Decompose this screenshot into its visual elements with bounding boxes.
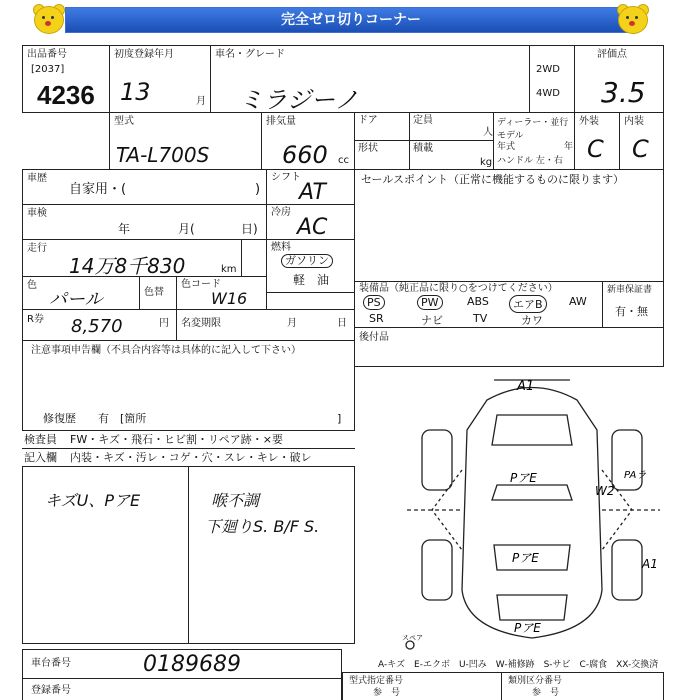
color-value: パール	[49, 289, 103, 310]
class-no-box	[501, 672, 664, 700]
equip-leather: カワ	[521, 314, 543, 327]
handle-label: ハンドル 左・右	[497, 156, 563, 166]
equip-sr: SR	[369, 312, 384, 325]
recycle-box	[22, 309, 177, 341]
name-change-month: 月	[287, 318, 297, 329]
equip-tv: TV	[473, 312, 488, 325]
drive-4wd: 4WD	[536, 88, 560, 99]
chassis-label: 車台番号	[31, 658, 71, 669]
model-value: TA-L700S	[116, 143, 210, 167]
banner	[0, 0, 700, 40]
drive-2wd: 2WD	[536, 64, 560, 75]
color-code-value: W16	[211, 289, 248, 308]
inspection-month: 月(	[178, 222, 195, 236]
reg-no-label: 登録番号	[31, 685, 71, 696]
chassis-value: 0189689	[143, 652, 241, 677]
aircon-label: 冷房	[271, 207, 291, 218]
door-label: ドア	[358, 115, 378, 126]
first-reg-label: 初度登録年月	[114, 49, 174, 60]
chassis-box	[22, 649, 342, 679]
fuel-box	[266, 239, 355, 293]
equip-ps: PS	[363, 295, 385, 310]
auction-sheet	[22, 45, 664, 700]
car-type-box	[22, 169, 267, 205]
remarks-right-line2: 下廻りS. B/F S.	[205, 517, 320, 536]
lot-sub: [2037]	[31, 64, 65, 75]
mileage-value: 14万8千830	[69, 254, 186, 278]
inspection-box	[22, 204, 267, 240]
remarks-right-line1: 喉不調	[211, 491, 260, 510]
load-box	[409, 140, 494, 170]
remarks-right	[188, 466, 355, 644]
reg-no-box	[22, 678, 342, 700]
lot-number: 4236	[37, 80, 95, 110]
capacity-label: 定員	[413, 115, 433, 126]
warranty-label: 新車保証書	[607, 285, 653, 295]
cc-value: 660	[282, 141, 328, 169]
class-no-sub: 参 号	[532, 688, 560, 698]
name-change-label: 名変期限	[181, 318, 221, 329]
name-change-day: 日	[337, 318, 347, 329]
inspection-year: 年	[118, 222, 131, 236]
diagram-spare: スペア	[402, 634, 423, 642]
diagram-pa: PAラ	[624, 470, 647, 481]
class-no-label: 類別区分番号	[508, 676, 563, 686]
cc-box	[261, 112, 355, 170]
fuel-alt: 軽 油	[293, 273, 330, 287]
notes-box	[22, 340, 355, 431]
mileage-box	[22, 239, 242, 277]
bear-mascot-right-icon	[612, 2, 652, 38]
model-label: 型式	[114, 116, 134, 127]
first-reg-month-label: 月	[196, 96, 206, 107]
kg-unit: kg	[480, 157, 493, 168]
mileage-unit: km	[221, 264, 237, 275]
aircon-value: AC	[297, 215, 328, 240]
year-unit: 年	[564, 142, 574, 152]
damage-legend: A-キズ E-エクボ U-凹み W-補修跡 S-サビ C-腐食 XX-交換済	[378, 660, 659, 670]
mileage-spacer	[241, 239, 267, 277]
equip-pw: PW	[417, 295, 443, 310]
aftermarket-label: 後付品	[359, 332, 389, 343]
car-type-label: 車歴	[27, 173, 47, 184]
model-box	[109, 112, 262, 170]
diagram-a1-top: A1	[517, 379, 535, 394]
year-label: 年式	[497, 142, 516, 152]
repair-history: 修復歴 有 [箇所	[43, 412, 147, 425]
cc-unit: cc	[338, 155, 349, 166]
color-label: 色	[27, 280, 37, 291]
first-reg-box	[109, 45, 211, 113]
equipment-label: 装備品（純正品に限り○をつけてください）	[359, 283, 558, 294]
car-type-close: )	[255, 182, 261, 197]
warranty-value: 有・無	[615, 305, 648, 318]
door-box	[354, 112, 410, 141]
sales-point-box	[354, 169, 664, 282]
exterior-box	[574, 112, 620, 170]
bear-mascot-left-icon	[28, 2, 68, 38]
equipment-box	[354, 281, 603, 328]
equip-navi: ナビ	[421, 314, 443, 327]
fuel-label: 燃料	[271, 242, 291, 253]
shift-label: シフト	[271, 172, 301, 183]
diagram-ppe-rear: PアE	[514, 621, 541, 635]
type-no-box	[342, 672, 502, 700]
inspector-label: 検査員	[24, 433, 57, 446]
diagram-ppe-mid: PアE	[512, 551, 539, 565]
capacity-box	[409, 112, 494, 141]
car-name-value: ミラジーノ	[239, 86, 359, 114]
remarks-left-text: キズU、PアE	[45, 491, 141, 510]
aftermarket-box	[354, 327, 664, 367]
recycle-value: 8,570	[71, 316, 123, 337]
notes-label: 注意事項申告欄（不具合内容等は具体的に記入して下さい）	[31, 345, 301, 356]
equip-aw: AW	[569, 295, 587, 308]
model-year-label: モデル	[497, 131, 524, 141]
person-unit: 人	[483, 127, 493, 138]
type-no-label: 型式指定番号	[349, 676, 404, 686]
inspection-day: 日)	[241, 222, 258, 236]
repair-close: ]	[337, 412, 342, 425]
aircon-box	[266, 204, 355, 240]
shift-box	[266, 169, 355, 205]
rating-label: 評価点	[597, 49, 627, 60]
fuel-value: ガソリン	[281, 254, 333, 268]
dealer-label: ディーラー・並行	[497, 118, 569, 128]
car-type-value: 自家用・(	[69, 182, 127, 197]
remarks-left	[22, 466, 189, 644]
name-change-box	[176, 309, 355, 341]
dealer-box	[493, 112, 575, 170]
cc-label: 排気量	[266, 116, 296, 127]
color-change-label: 色替	[144, 287, 164, 298]
interior-grade: C	[632, 135, 649, 163]
writer-label: 記入欄	[24, 451, 57, 464]
color-code-box	[176, 276, 267, 310]
warranty-box	[602, 281, 664, 328]
lot-box	[22, 45, 110, 113]
drive-box	[529, 45, 575, 113]
banner-title: 完全ゼロ切りコーナー	[65, 7, 637, 33]
recycle-label: R券	[27, 314, 44, 325]
car-name-label: 車名・グレード	[215, 49, 285, 60]
divider	[22, 448, 355, 449]
sales-point-label: セールスポイント（正常に機能するものに限ります）	[361, 173, 625, 186]
first-reg-year: 13	[120, 78, 151, 106]
rating-box	[574, 45, 664, 113]
equip-airbag: エアB	[509, 295, 547, 313]
color-code-label: 色コード	[181, 279, 221, 290]
writer-row: 内装・キズ・汚レ・コゲ・穴・スレ・キレ・破レ	[70, 451, 312, 464]
type-no-sub: 参 号	[373, 688, 401, 698]
equip-abs: ABS	[467, 295, 489, 308]
car-name-box	[210, 45, 530, 113]
inspection-label: 車検	[27, 208, 47, 219]
shift-value: AT	[299, 180, 326, 205]
inspector-row: FW・キズ・飛石・ヒビ割・リペア跡・×要	[70, 433, 283, 446]
interior-box	[619, 112, 664, 170]
shape-label: 形状	[358, 143, 378, 154]
rating-value: 3.5	[601, 76, 646, 109]
exterior-label: 外装	[579, 116, 599, 127]
shape-box	[354, 140, 410, 170]
load-label: 積載	[413, 143, 433, 154]
car-diagram	[402, 370, 664, 650]
lot-label: 出品番号	[27, 49, 67, 60]
diagram-a1-right: A1	[642, 557, 658, 571]
recycle-unit: 円	[159, 318, 169, 329]
diagram-w2: W2	[595, 484, 615, 498]
color-box	[22, 276, 140, 310]
mileage-label: 走行	[27, 243, 47, 254]
diagram-ppe-front: PアE	[510, 471, 537, 485]
exterior-grade: C	[587, 135, 604, 163]
color-change-box	[139, 276, 177, 310]
interior-label: 内装	[624, 116, 644, 127]
